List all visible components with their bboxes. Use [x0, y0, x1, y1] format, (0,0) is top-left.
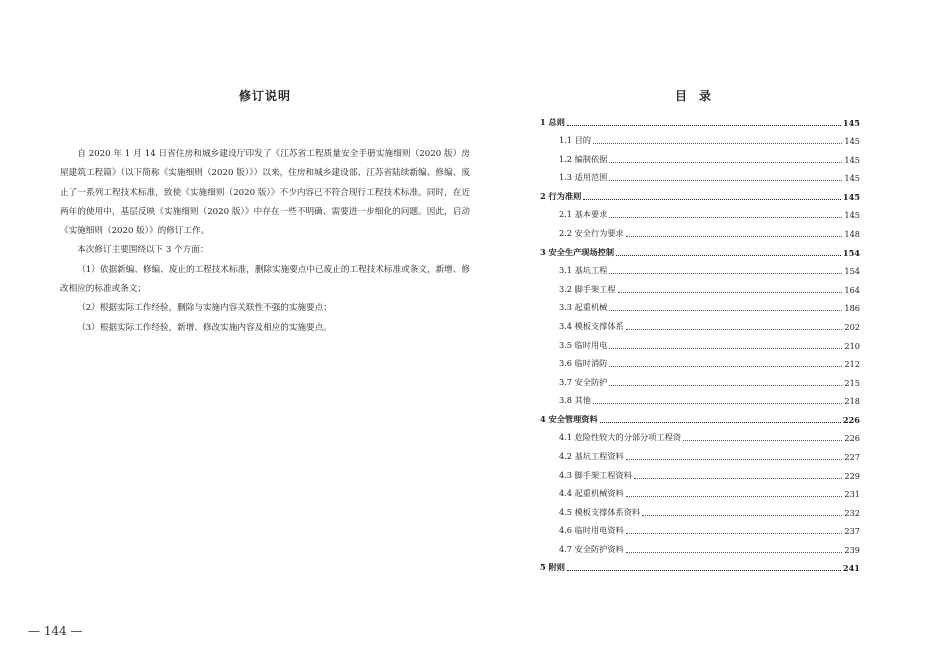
dot-leader [634, 477, 842, 479]
page-number: — 144 — [28, 624, 83, 638]
toc-entry-label: 1 总则 [540, 116, 565, 127]
toc-entry-label: 4.5 模板支撑体系资料 [559, 506, 641, 517]
dot-leader [609, 216, 842, 218]
toc-entry[interactable] [540, 276, 860, 295]
toc-entry-label: 3.7 安全防护 [559, 376, 608, 387]
dot-leader [609, 272, 842, 274]
toc-entry[interactable] [540, 128, 860, 147]
dot-leader [626, 458, 843, 460]
toc-entry[interactable] [540, 165, 860, 184]
paragraph: 本次修订主要围绕以下 3 个方面： [77, 245, 209, 256]
toc-entry[interactable] [540, 351, 860, 370]
toc-entry[interactable] [540, 313, 860, 332]
toc-entry[interactable] [540, 146, 860, 165]
dot-leader [683, 439, 842, 441]
toc-entry-label: 3.6 临时消防 [559, 358, 608, 369]
paragraph: （2）根据实际工作经验，删除与实施内容关联性不强的实施要点； [77, 303, 332, 314]
toc-entry[interactable] [540, 481, 860, 500]
toc-entry-page: 154 [842, 247, 860, 258]
toc-entry-page: 232 [844, 507, 860, 518]
toc-entry-page: 186 [844, 303, 860, 314]
toc-entry-label: 3 安全生产现场控制 [540, 246, 615, 257]
toc-entry-label: 2.1 基本要求 [559, 209, 608, 220]
toc-entry-label: 2.2 安全行为要求 [559, 228, 624, 239]
toc-entry[interactable] [540, 536, 860, 555]
toc-entry-page: 202 [844, 321, 860, 332]
dot-leader [642, 514, 842, 516]
dot-leader [609, 384, 842, 386]
dot-leader [567, 124, 841, 126]
toc-entry-label: 4.7 安全防护资料 [559, 543, 624, 554]
toc-entry-page: 145 [844, 173, 860, 184]
toc-entry-page: 145 [842, 117, 860, 128]
toc-entry[interactable] [540, 406, 860, 425]
toc-entry-label: 3.4 模板支撑体系 [559, 320, 624, 331]
dot-leader [626, 532, 843, 534]
toc-entry[interactable] [540, 443, 860, 462]
toc-entry-page: 215 [844, 377, 860, 388]
dot-leader [626, 551, 843, 553]
toc-entry[interactable] [540, 220, 860, 239]
toc-entry-label: 1.2 编制依据 [559, 153, 608, 164]
dot-leader [626, 235, 843, 237]
toc-entry-page: 218 [844, 396, 860, 407]
toc-entry[interactable] [540, 499, 860, 518]
dot-leader [618, 291, 843, 293]
toc-entry-page: 227 [844, 451, 860, 462]
toc-entry[interactable] [540, 295, 860, 314]
toc-entry-label: 5 附则 [540, 562, 565, 573]
toc-entry-label: 4.6 临时用电资料 [559, 525, 624, 536]
dot-leader [609, 347, 842, 349]
toc-entry-label: 3.1 基坑工程 [559, 265, 608, 276]
toc-entry-label: 4.4 起重机械资料 [559, 488, 624, 499]
toc-entry[interactable] [540, 109, 860, 128]
dot-leader [583, 198, 841, 200]
toc-entry-page: 237 [844, 526, 860, 537]
toc-entry[interactable] [540, 388, 860, 407]
toc-entry-page: 145 [844, 210, 860, 221]
toc-entry-page: 154 [844, 266, 860, 277]
toc-entry-label: 3.3 起重机械 [559, 302, 608, 313]
toc-entry[interactable] [540, 183, 860, 202]
toc-entry[interactable] [540, 332, 860, 351]
toc-entry-page: 164 [844, 284, 860, 295]
paragraph: （1）依据新编、修编、废止的工程技术标准，删除实施要点中已废止的工程技术标准或条文，新增、修改相应的标准或条文； [60, 264, 470, 295]
toc-entry[interactable] [540, 518, 860, 537]
toc-entry-page: 145 [842, 191, 860, 202]
toc-entry[interactable] [540, 202, 860, 221]
dot-leader [609, 161, 842, 163]
toc-entry-page: 212 [844, 359, 860, 370]
toc-entry-label: 2 行为准则 [540, 190, 582, 201]
dot-leader [567, 569, 841, 571]
toc-entry-label: 4.1 危险性较大的分部分项工程资 [559, 432, 682, 443]
toc-entry-page: 148 [844, 229, 860, 240]
toc-entry-page: 226 [842, 414, 860, 425]
dot-leader [593, 142, 842, 144]
toc-entry-page: 145 [844, 154, 860, 165]
toc-entry-label: 4.3 脚手架工程资料 [559, 469, 632, 480]
dot-leader [626, 495, 843, 497]
dot-leader [609, 365, 842, 367]
toc-entry[interactable] [540, 369, 860, 388]
toc-entry-page: 226 [844, 433, 860, 444]
toc-entry-page: 231 [844, 489, 860, 500]
toc-entry-page: 229 [844, 470, 860, 481]
dot-leader [609, 179, 842, 181]
table-of-contents [540, 109, 860, 573]
toc-entry[interactable] [540, 462, 860, 481]
dot-leader [626, 328, 843, 330]
paragraph: （3）根据实际工作经验，新增、修改实施内容及相应的实施要点。 [77, 322, 332, 333]
toc-entry-label: 3.5 临时用电 [559, 339, 608, 350]
toc-entry-page: 210 [844, 340, 860, 351]
dot-leader [616, 254, 841, 256]
toc-entry[interactable] [540, 555, 860, 574]
toc-entry[interactable] [540, 425, 860, 444]
toc-entry-label: 3.2 脚手架工程 [559, 283, 616, 294]
toc-entry-label: 4.2 基坑工程资料 [559, 450, 624, 461]
dot-leader [609, 309, 842, 311]
toc-entry-page: 145 [844, 136, 860, 147]
dot-leader [593, 402, 842, 404]
toc-entry[interactable] [540, 239, 860, 258]
revision-notes-title: 修订说明 [238, 89, 291, 103]
toc-entry-label: 3.8 其他 [559, 395, 591, 406]
toc-entry[interactable] [540, 258, 860, 277]
toc-entry-label: 1.1 目的 [559, 135, 591, 146]
toc-entry-page: 241 [842, 563, 860, 574]
toc-entry-page: 239 [844, 544, 860, 555]
toc-entry-label: 1.3 适用范围 [559, 172, 608, 183]
paragraph: 自 2020 年 1 月 14 日省住房和城乡建设厅印发了《江苏省工程质量安全手册实施细则（2020 版）房屋建筑工程篇》（以下简称《实施细则（2020 版）》）以来，住房和城乡建设部、江苏省陆续新编、修编、废止了一系列工程技术标准，致使《实施细则（2020 版）》不少内容已不符合现行工程技术标准。同时，在近两年的使用中，基层反映《实施细则（2020 版）》中存在一些不明确、需要进一步细化的问题。因此，启动《实施细则（2020 版）》的修订工作。 [60, 149, 470, 237]
revision-notes-body [60, 145, 470, 338]
toc-entry-label: 4 安全管理资料 [540, 413, 598, 424]
toc-title: 目 录 [674, 89, 711, 103]
dot-leader [600, 421, 841, 423]
